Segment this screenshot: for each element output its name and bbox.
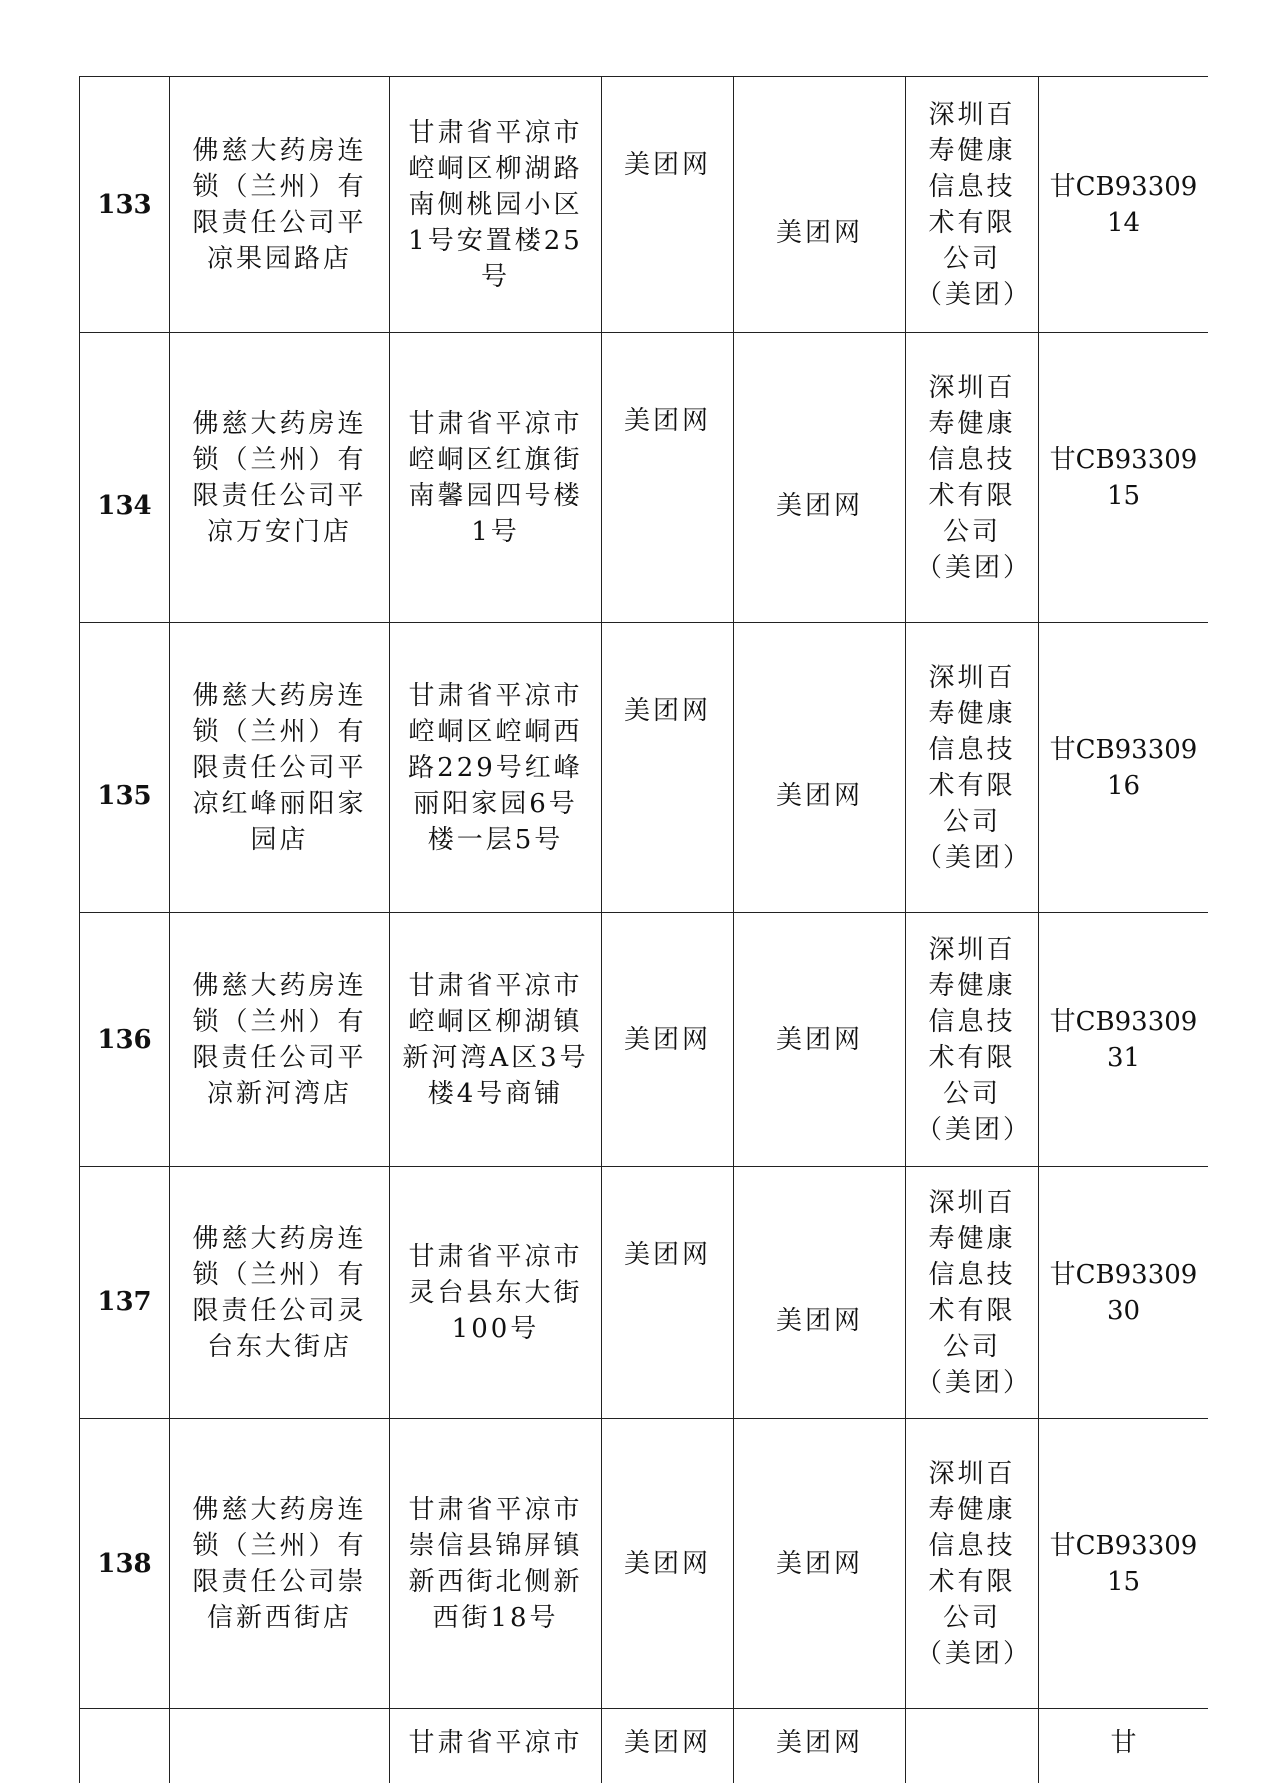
platform-website: 美团网 [734,77,906,333]
row-number: 138 [80,1419,170,1709]
platform-name: 美团网 [602,1709,734,1783]
table-row [80,1167,1209,1419]
platform-operator: 深圳百寿健康信息技术有限公司（美团） [906,77,1039,333]
license-number: 甘 [1039,1709,1209,1783]
company-name: 佛慈大药房连锁（兰州）有限责任公司灵台东大街店 [170,1167,390,1419]
row-number: 135 [80,623,170,913]
platform-operator: 深圳百寿健康信息技术有限公司（美团） [906,1419,1039,1709]
platform-operator: 深圳百寿健康信息技术有限公司（美团） [906,333,1039,623]
row-number [80,1709,170,1783]
platform-website: 美团网 [734,1167,906,1419]
table-row [80,623,1209,913]
table-row [80,1419,1209,1709]
platform-website: 美团网 [734,1419,906,1709]
platform-name: 美团网 [602,1167,734,1419]
company-name: 佛慈大药房连锁（兰州）有限责任公司平凉红峰丽阳家园店 [170,623,390,913]
platform-name: 美团网 [602,77,734,333]
store-address: 甘肃省平凉市灵台县东大街100号 [390,1167,602,1419]
document-page [79,76,1208,1783]
platform-website: 美团网 [734,1709,906,1783]
platform-website: 美团网 [734,913,906,1167]
license-number: 甘CB9330915 [1039,333,1209,623]
store-address: 甘肃省平凉市 [390,1709,602,1783]
company-name: 佛慈大药房连锁（兰州）有限责任公司平凉新河湾店 [170,913,390,1167]
platform-operator: 深圳百寿健康信息技术有限公司（美团） [906,913,1039,1167]
pharmacy-table [79,76,1208,1783]
platform-name: 美团网 [602,1419,734,1709]
license-number: 甘CB9330930 [1039,1167,1209,1419]
table-row [80,913,1209,1167]
platform-operator: 深圳百寿健康信息技术有限公司（美团） [906,1167,1039,1419]
table-row [80,77,1209,333]
platform-operator: 深圳百寿健康信息技术有限公司（美团） [906,623,1039,913]
store-address: 甘肃省平凉市崆峒区柳湖镇新河湾A区3号楼4号商铺 [390,913,602,1167]
table-row [80,333,1209,623]
platform-name: 美团网 [602,623,734,913]
store-address: 甘肃省平凉市崆峒区柳湖路南侧桃园小区1号安置楼25号 [390,77,602,333]
company-name: 佛慈大药房连锁（兰州）有限责任公司平凉万安门店 [170,333,390,623]
store-address: 甘肃省平凉市崆峒区崆峒西路229号红峰丽阳家园6号楼一层5号 [390,623,602,913]
license-number: 甘CB9330914 [1039,77,1209,333]
platform-website: 美团网 [734,333,906,623]
row-number: 136 [80,913,170,1167]
license-number: 甘CB9330916 [1039,623,1209,913]
company-name: 佛慈大药房连锁（兰州）有限责任公司崇信新西街店 [170,1419,390,1709]
row-number: 134 [80,333,170,623]
platform-website: 美团网 [734,623,906,913]
platform-operator [906,1709,1039,1783]
license-number: 甘CB9330915 [1039,1419,1209,1709]
row-number: 137 [80,1167,170,1419]
platform-name: 美团网 [602,333,734,623]
store-address: 甘肃省平凉市崆峒区红旗街南馨园四号楼1号 [390,333,602,623]
company-name [170,1709,390,1783]
license-number: 甘CB9330931 [1039,913,1209,1167]
store-address: 甘肃省平凉市崇信县锦屏镇新西街北侧新西街18号 [390,1419,602,1709]
row-number: 133 [80,77,170,333]
company-name: 佛慈大药房连锁（兰州）有限责任公司平凉果园路店 [170,77,390,333]
table-row [80,1709,1209,1783]
platform-name: 美团网 [602,913,734,1167]
